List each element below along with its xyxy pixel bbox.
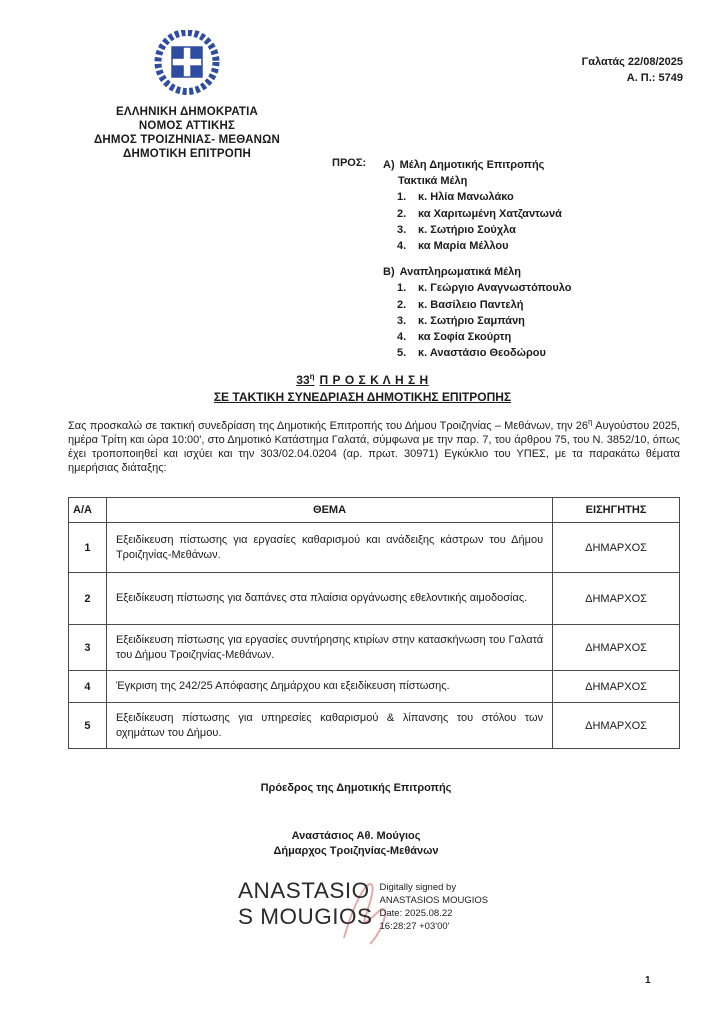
recipient-group-a — [383, 157, 683, 254]
member-number: 4. — [397, 331, 407, 344]
member-number: 4. — [397, 240, 407, 253]
org-line-republic: ΕΛΛΗΝΙΚΗ ΔΗΜΟΚΡΑΤΙΑ — [115, 106, 259, 118]
row-presenter: ΔΗΜΑΡΧΟΣ — [553, 523, 680, 573]
row-number: 1 — [69, 523, 107, 573]
member-name: κ. Ηλία Μανωλάκο — [418, 191, 514, 204]
member-name: κ. Γεώργιο Αναγνωστόπουλο — [418, 282, 572, 295]
recipient-group-b — [383, 264, 683, 361]
row-theme: Εξειδίκευση πίστωσης για εργασίες συντήρησης κτιρίων στην κατασκήνωση του Γαλατά του Δήμου Τροιζηνίας-Μεθάνων. — [106, 625, 552, 671]
org-line-prefecture: ΝΟΜΟΣ ΑΤΤΙΚΗΣ — [138, 120, 236, 132]
signature-block — [0, 781, 712, 859]
invitation-title — [0, 372, 725, 405]
table-row — [69, 523, 680, 573]
greek-national-emblem-icon — [150, 30, 224, 101]
member-number: 1. — [397, 191, 407, 204]
member-name: κα Μαρία Μέλλου — [418, 240, 509, 253]
member-item — [383, 222, 683, 238]
member-item — [383, 329, 683, 345]
header-date-block — [582, 54, 683, 86]
member-name: κα Χαριτωμένη Χατζαντωνά — [418, 207, 562, 220]
group-b-marker: Β) — [383, 266, 395, 279]
invitation-subtitle: ΣΕ ΤΑΚΤΙΚΗ ΣΥΝΕΔΡΙΑΣΗ ΔΗΜΟΤΙΚΗΣ ΕΠΙΤΡΟΠΗΣ — [213, 389, 512, 404]
row-presenter: ΔΗΜΑΡΧΟΣ — [553, 671, 680, 703]
table-row — [69, 671, 680, 703]
group-a-marker: Α) — [383, 159, 395, 171]
member-name: κα Σοφία Σκούρτη — [418, 331, 512, 344]
agenda-table — [68, 497, 680, 749]
member-name: κ. Αναστάσιο Θεοδώρου — [418, 347, 546, 360]
group-a-title: Μέλη Δημοτικής Επιτροπής — [399, 159, 545, 171]
row-theme: Εξειδίκευση πίστωσης για δαπάνες στα πλαίσια οργάνωσης εθελοντικής αιμοδοσίας. — [106, 573, 552, 625]
digital-signature-stamp — [238, 878, 488, 933]
row-number: 3 — [69, 625, 107, 671]
member-item — [383, 238, 683, 254]
member-name: κ. Σωτήριο Σούχλα — [418, 223, 516, 236]
member-item — [383, 280, 683, 296]
group-b-title: Αναπληρωματικά Μέλη — [399, 266, 521, 279]
member-number: 1. — [397, 282, 407, 295]
col-header-presenter: ΕΙΣΗΓΗΤΗΣ — [553, 498, 680, 523]
group-a-subtitle: Τακτικά Μέλη — [398, 175, 468, 188]
member-number: 3. — [397, 314, 407, 327]
org-line-municipality: ΔΗΜΟΣ ΤΡΟΙΖΗΝΙΑΣ- ΜΕΘΑΝΩΝ — [93, 134, 281, 146]
row-number: 5 — [69, 703, 107, 749]
header-organisation-block — [58, 30, 316, 161]
table-row — [69, 625, 680, 671]
member-item — [383, 297, 683, 313]
col-header-aa: Α/Α — [69, 498, 107, 523]
member-item — [383, 189, 683, 205]
member-item — [383, 345, 683, 361]
row-theme: Έγκριση της 242/25 Απόφασης Δημάρχου και εξειδίκευση πίστωσης. — [106, 671, 552, 703]
recipients-label: ΠΡΟΣ: — [332, 157, 367, 169]
member-number: 5. — [397, 347, 407, 360]
member-number: 3. — [397, 223, 407, 236]
member-number: 2. — [397, 298, 407, 311]
org-line-committee: ΔΗΜΟΤΙΚΗ ΕΠΙΤΡΟΠΗ — [123, 148, 251, 160]
row-presenter: ΔΗΜΑΡΧΟΣ — [553, 625, 680, 671]
member-item — [383, 206, 683, 222]
row-number: 2 — [69, 573, 107, 625]
body-paragraph: Σας προσκαλώ σε τακτική συνεδρίαση της Δημοτικής Επιτροπής του Δήμου Τροιζηνίας – Μεθάνων, την $26^\eta$ Αυγούστου 2025, ημέρα Τρίτη και ώρα 10:00', στο Δημοτικό Κατάστημα Γαλατά, σύμφωνα με την παρ. 7, του άρθρου 75, του Ν. 3852/10, όπως έχει τροποποιηθεί και ισχύει και την 303/02.04.0204 (αρ. πρωτ. 30971) Εγκύκλιο του ΥΠΕΣ, με τα παρακάτω θέματα ημερήσιας διάταξης: — [68, 417, 680, 474]
invitation-word: Π Ρ Ο Σ Κ Λ Η Σ Η — [319, 373, 429, 387]
signatory-role: Πρόεδρος της Δημοτικής Επιτροπής — [260, 782, 452, 794]
place-date: Γαλατάς 22/08/2025 — [581, 56, 683, 68]
invitation-number-suffix: η — [309, 372, 315, 381]
member-name: κ. Βασίλειο Παντελή — [418, 298, 524, 311]
row-theme: Εξειδίκευση πίστωσης για υπηρεσίες καθαρισμού & λίπανσης του στόλου των οχημάτων του Δήμου. — [106, 703, 552, 749]
agenda-header-row — [69, 498, 680, 523]
table-row — [69, 703, 680, 749]
row-number: 4 — [69, 671, 107, 703]
row-presenter: ΔΗΜΑΡΧΟΣ — [553, 573, 680, 625]
table-row — [69, 573, 680, 625]
signatory-title: Δήμαρχος Τροιζηνίας-Μεθάνων — [273, 845, 439, 857]
row-theme: Εξειδίκευση πίστωσης για εργασίες καθαρισμού και ανάδειξης κάστρων του Δήμου Τροιζηνίας-Μεθάνων. — [106, 523, 552, 573]
digital-signature-details: Digitally signed by ANASTASIOS MOUGIOS Date: 2025.08.22 16:28:27 +03'00' — [379, 882, 489, 932]
invitation-number: 33 — [296, 373, 310, 387]
protocol-number: Α. Π.: 5749 — [626, 72, 683, 84]
signatory-name: Αναστάσιος Αθ. Μούγιος — [291, 830, 421, 842]
member-number: 2. — [397, 207, 407, 220]
digital-signature-name: ANASTASIO S MOUGIOS — [238, 878, 373, 929]
member-item — [383, 313, 683, 329]
page-number: 1 — [645, 975, 651, 986]
col-header-theme: ΘΕΜΑ — [106, 498, 552, 523]
row-presenter: ΔΗΜΑΡΧΟΣ — [553, 703, 680, 749]
recipients-list — [383, 157, 683, 361]
member-name: κ. Σωτήριο Σαμπάνη — [418, 314, 525, 327]
